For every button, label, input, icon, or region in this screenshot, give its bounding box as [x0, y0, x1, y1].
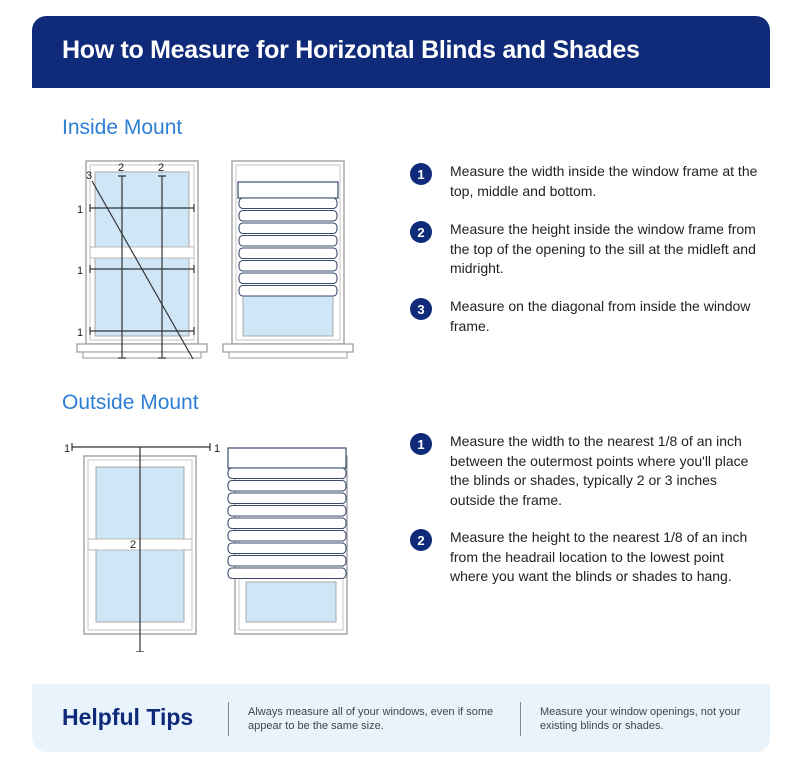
- blind-slat: [239, 248, 337, 259]
- blind-slat: [228, 481, 346, 492]
- outside-blinds: [228, 448, 346, 579]
- blind-slat: [228, 531, 346, 542]
- blind-slat: [228, 468, 346, 479]
- label-width-left: 1: [64, 443, 71, 455]
- inside-headrail: [238, 182, 338, 198]
- inside-step-3: [410, 297, 770, 336]
- helpful-tips-title: Helpful Tips: [62, 704, 194, 730]
- tip-text: Always measure all of your windows, even if some appear to be the same size.: [248, 706, 494, 732]
- inside-window-apron: [83, 352, 201, 358]
- outside-headrail: [228, 448, 346, 468]
- inside-window-sill: [77, 344, 207, 352]
- step-number-badge: 3: [410, 298, 432, 320]
- step-number-badge: 1: [410, 163, 432, 185]
- blind-slat: [228, 518, 346, 529]
- blind-slat: [239, 211, 337, 222]
- inside-blinds: [238, 182, 338, 296]
- inside-step-1: [410, 162, 770, 201]
- blind-slat: [239, 198, 337, 209]
- header-banner: [32, 16, 770, 88]
- inside-window-rail: [90, 247, 194, 258]
- outside-blinds-glass: [246, 582, 336, 622]
- blind-slat: [239, 286, 337, 297]
- inside-mount-illustration: [32, 146, 372, 366]
- blind-slat: [239, 261, 337, 272]
- blind-slat: [228, 543, 346, 554]
- step-text: Measure the width to the nearest 1/8 of an inch between the outermost points where you'll place the blinds or shades, typically 2 or 3 inches outside the frame.: [450, 433, 749, 508]
- helpful-tips-panel: [32, 684, 770, 752]
- tip-text: Measure your window openings, not your existing blinds or shades.: [540, 706, 741, 732]
- inside-step-2: [410, 220, 770, 279]
- inside-window-upper-glass: [95, 172, 189, 247]
- blind-slat: [239, 273, 337, 284]
- step-text: Measure the height inside the window frame from the top of the opening to the sill at the midleft and midright.: [450, 221, 756, 276]
- label-width-right: 2: [158, 162, 165, 174]
- step-number-badge: 2: [410, 529, 432, 551]
- label-height: 2: [130, 539, 137, 551]
- step-text: Measure on the diagonal from inside the window frame.: [450, 298, 751, 334]
- step-number-badge: 1: [410, 433, 432, 455]
- label-height-bottom: 1: [77, 327, 84, 339]
- page-title: How to Measure for Horizontal Blinds and Shades: [62, 36, 640, 64]
- label-width-right: 1: [214, 443, 221, 455]
- step-number-badge: 2: [410, 221, 432, 243]
- outside-step-2: [410, 528, 770, 587]
- label-width-left: 2: [118, 162, 125, 174]
- label-height-top: 1: [77, 204, 84, 216]
- step-text: Measure the width inside the window frame at the top, middle and bottom.: [450, 163, 758, 199]
- outside-step-1: [410, 432, 770, 510]
- blind-slat: [228, 506, 346, 517]
- blind-slat: [228, 556, 346, 567]
- blind-slat: [239, 223, 337, 234]
- tips-divider: [228, 702, 229, 736]
- inside-blinds-window-sill: [223, 344, 353, 352]
- inside-mount-title: Inside Mount: [62, 116, 183, 139]
- blind-slat: [228, 568, 346, 579]
- inside-blinds-glass: [243, 296, 333, 336]
- outside-mount-illustration: [32, 422, 372, 652]
- outside-mount-title: Outside Mount: [62, 391, 199, 414]
- label-diagonal: 3: [86, 170, 93, 182]
- tips-divider: [520, 702, 521, 736]
- inside-blinds-window-apron: [229, 352, 347, 358]
- infographic-card: [32, 16, 770, 752]
- blind-slat: [239, 236, 337, 247]
- label-height-middle: 1: [77, 265, 84, 277]
- blind-slat: [228, 493, 346, 504]
- step-text: Measure the height to the nearest 1/8 of an inch from the headrail location to the lowest point where you want the blinds or shades to hang.: [450, 529, 748, 584]
